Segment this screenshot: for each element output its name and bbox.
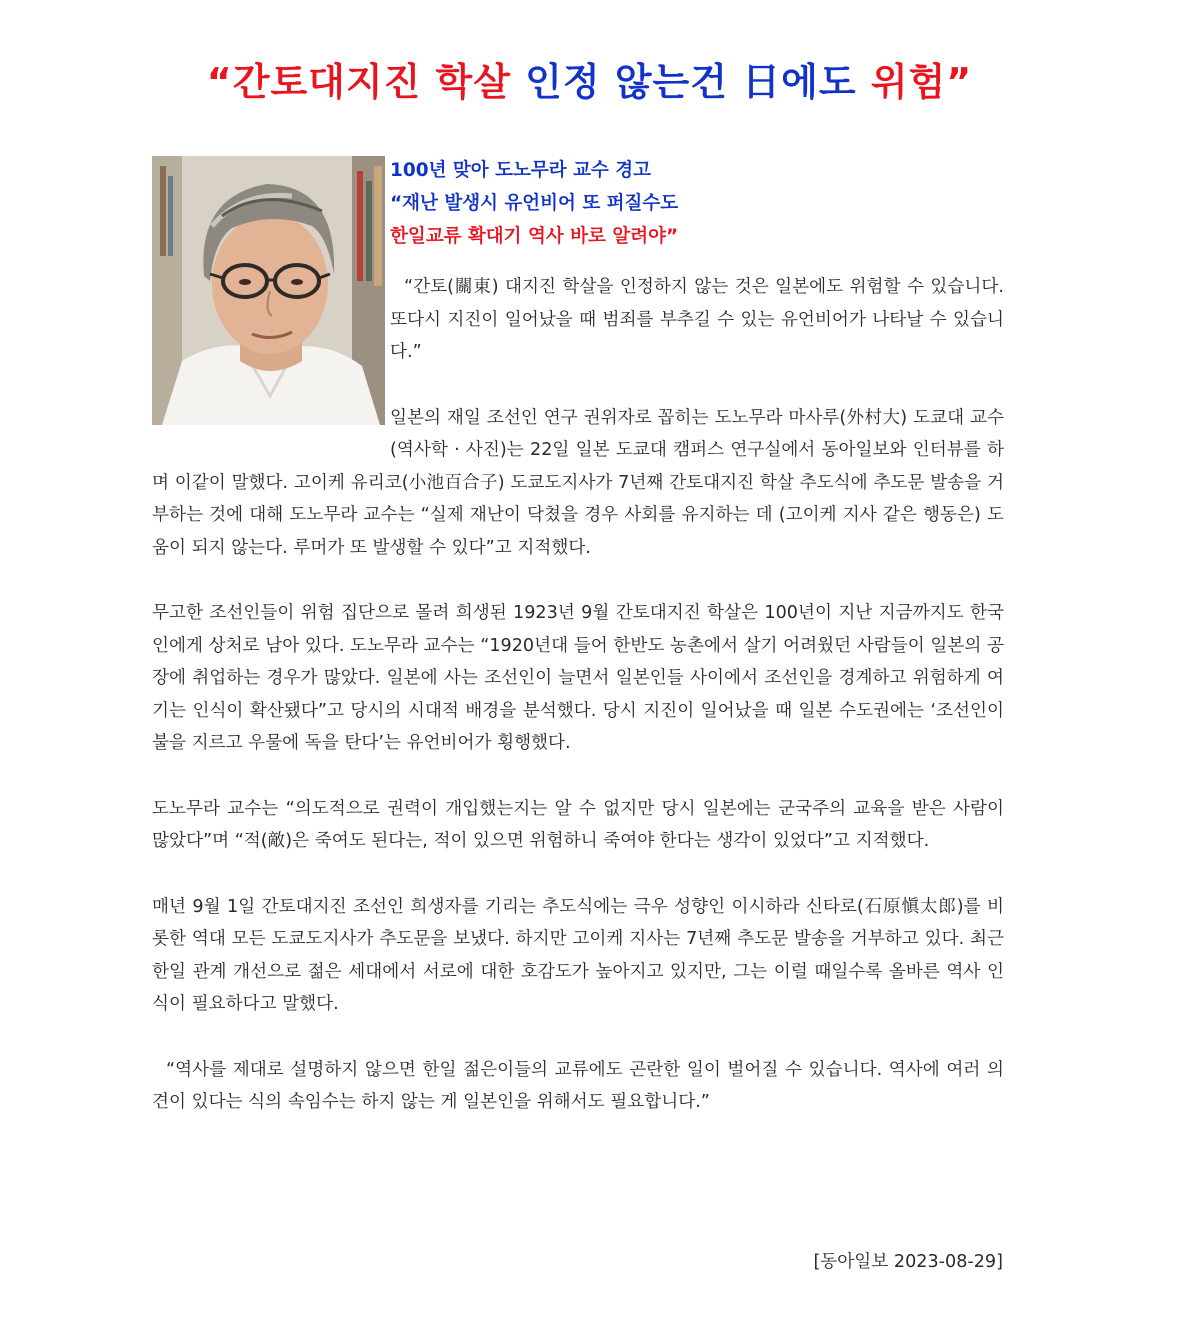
headline-part-red-1: 간토대지진 학살: [232, 60, 511, 104]
paragraph-1: “간토(關東) 대지진 학살을 인정하지 않는 것은 일본에도 위험할 수 있습니다. 또다시 지진이 일어났을 때 범죄를 부추길 수 있는 유언비어가 나타날 수 있습니다.”: [390, 277, 1004, 362]
headline: [0, 56, 1179, 108]
paragraph-4: 도노무라 교수는 “의도적으로 권력이 개입했는지는 알 수 없지만 당시 일본에는 군국주의 교육을 받은 사람이 많았다”며 “적(敵)은 죽여도 된다는, 적이 있으면 위험하니 죽여야 한다는 생각이 있었다”고 지적했다.: [152, 798, 1004, 851]
subhead-line-2: “재난 발생시 유언비어 또 퍼질수도: [390, 193, 679, 214]
source-credit: [동아일보 2023-08-29]: [813, 1252, 1003, 1272]
headline-part-blue: 인정 않는건 日에도: [525, 60, 857, 104]
headline-part-red-2: 위험: [870, 60, 947, 104]
headline-close-quote: ”: [946, 60, 973, 104]
photo-spacer: [152, 156, 390, 456]
headline-open-quote: “: [206, 60, 233, 104]
paragraph-6: “역사를 제대로 설명하지 않으면 한일 젊은이들의 교류에도 곤란한 일이 벌어질 수 있습니다. 역사에 여러 의견이 있다는 식의 속임수는 하지 않는 게 일본인을 위해서도 필요합니다.”: [152, 1059, 1004, 1112]
paragraph-2: 일본의 재일 조선인 연구 권위자로 꼽히는 도노무라 마사루(外村大) 도쿄대 교수(역사학 · 사진)는 22일 일본 도쿄대 캠퍼스 연구실에서 동아일보와 인터뷰를 하며 이같이 말했다. 고이케 유리코(小池百合子) 도쿄도지사가 7년째 간토대지진 학살 추도식에 추도문 발송을 거부하는 것에 대해 도노무라 교수는 “실제 재난이 닥쳤을 경우 사회를 유지하는 데 (고이케 지사 같은 행동은) 도움이 되지 않는다. 루머가 또 발생할 수 있다”고 지적했다.: [152, 407, 1004, 558]
subhead-line-3: 한일교류 확대기 역사 바로 알려야”: [390, 226, 679, 247]
paragraph-3: 무고한 조선인들이 위험 집단으로 몰려 희생된 1923년 9월 간토대지진 학살은 100년이 지난 지금까지도 한국인에게 상처로 남아 있다. 도노무라 교수는 “1920년대 들어 한반도 농촌에서 살기 어려웠던 사람들이 일본의 공장에 취업하는 경우가 많았다. 일본에 사는 조선인이 늘면서 일본인들 사이에서 조선인을 경계하고 위험하게 여기는 인식이 확산됐다”고 당시의 시대적 배경을 분석했다. 당시 지진이 일어났을 때 일본 수도권에는 ‘조선인이 불을 지르고 우물에 독을 탄다’는 유언비어가 횡행했다.: [152, 603, 1004, 753]
article-body: [152, 156, 1004, 1152]
subhead-line-1: 100년 맞아 도노무라 교수 경고: [390, 160, 651, 181]
paragraph-5: 매년 9월 1일 간토대지진 조선인 희생자를 기리는 추도식에는 극우 성향인 이시하라 신타로(石原愼太郎)를 비롯한 역대 모든 도쿄도지사가 추도문을 보냈다. 하지만 고이케 지사는 7년째 추도문 발송을 거부하고 있다. 최근 한일 관계 개선으로 젊은 세대에서 서로에 대한 호감도가 높아지고 있지만, 그는 이럴 때일수록 올바른 역사 인식이 필요하다고 말했다.: [152, 896, 1004, 1014]
